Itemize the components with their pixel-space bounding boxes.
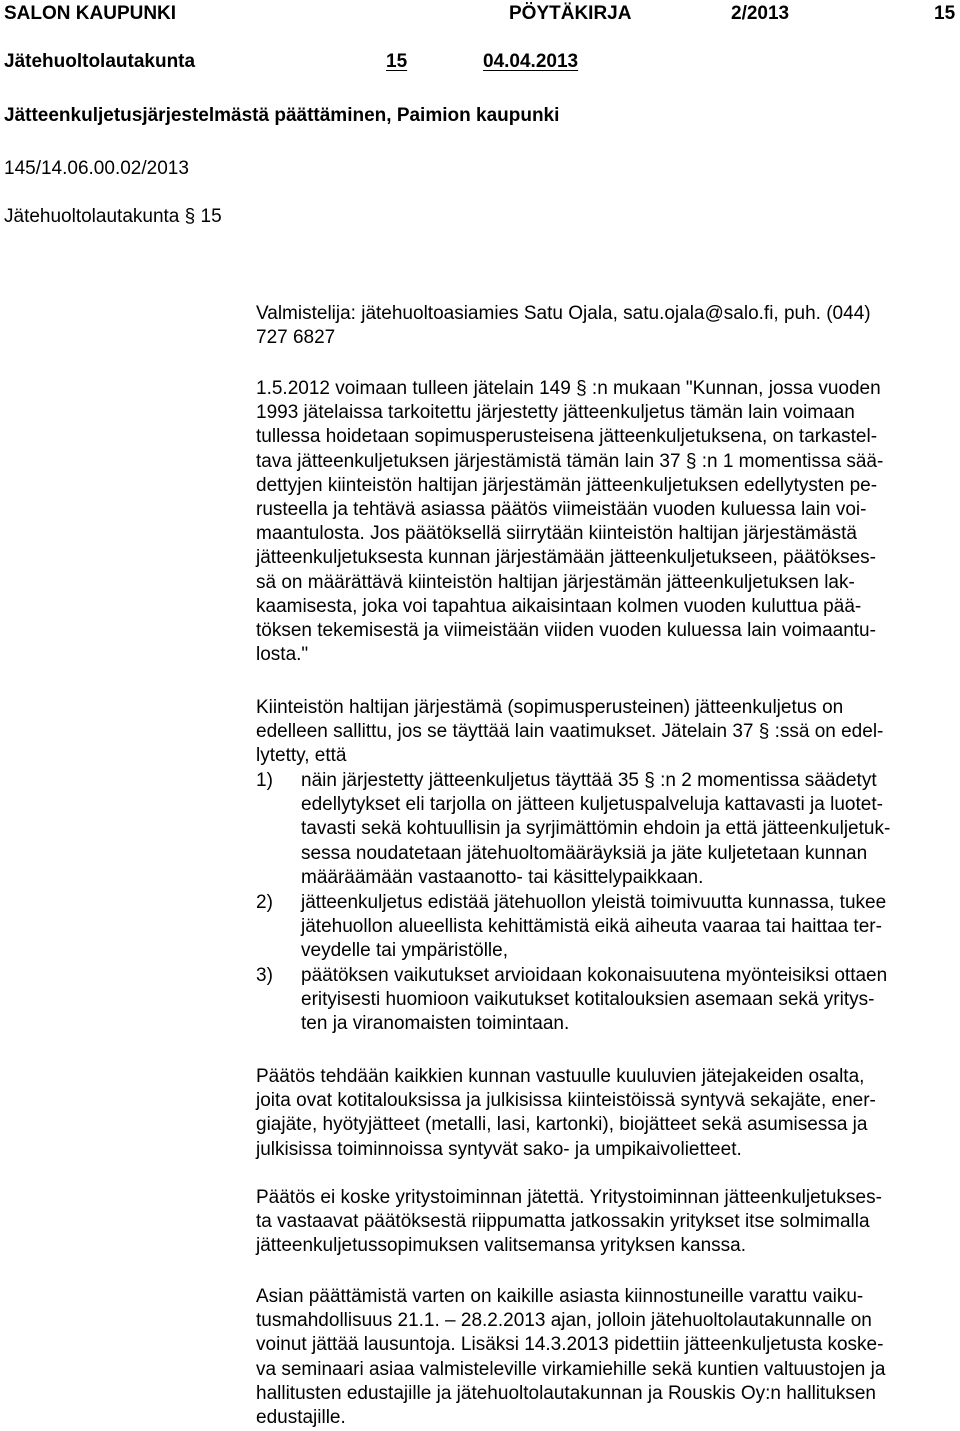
header-section-number: 15 <box>386 51 408 72</box>
text-line: losta." <box>256 644 309 666</box>
header-board: Jätehuoltolautakunta <box>4 51 196 72</box>
paragraph-waste-types <box>256 1065 876 1162</box>
text-line: va seminaari asiaa valmisteleville virkamiehille sekä kuntien valtuustojen ja <box>256 1358 886 1380</box>
list-item-text <box>301 891 886 964</box>
preparer-line: 727 6827 <box>256 327 336 349</box>
text-line: maantulosta. Jos päätöksellä siirrytään kiinteistön haltijan järjestämästä <box>256 523 857 545</box>
meeting-date: 04.04.2013 <box>483 51 579 72</box>
text-line: Päätös ei koske yritystoiminnan jätettä. Yritystoiminnan jätteenkuljetukses- <box>256 1187 882 1208</box>
text-line: jätteenkuljetussopimuksen valitsemansa yrityksen kanssa. <box>256 1235 747 1257</box>
page-number: 15 <box>934 3 956 24</box>
subject-board-name: Jätehuoltolautakunta <box>4 206 180 227</box>
paragraph-law-quote <box>256 377 883 667</box>
subject-section-number: 15 <box>200 206 222 227</box>
text-line: hallitusten edustajille ja jätehuoltolautakunnan ja Rouskis Oy:n hallituksen <box>256 1382 876 1404</box>
text-line: jätehuollon alueellista kehittämistä eikä aiheuta vaaraa tai haittaa ter- <box>301 916 882 938</box>
text-line: Kiinteistön haltijan järjestämä (sopimusperusteinen) jätteenkuljetus on <box>256 697 844 718</box>
text-line: näin järjestetty jätteenkuljetus täyttää 35 § :n 2 momentissa säädetyt <box>301 770 877 791</box>
text-line: joita ovat kotitalouksissa ja julkisissa kiinteistöissä syntyvä sekajäte, ener- <box>256 1090 876 1112</box>
text-line: sä on määrättävä kiinteistön haltijan järjestämän jätteenkuljetuksen lak- <box>256 571 855 593</box>
text-line: giajäte, hyötyjätteet (metalli, lasi, kartonki), biojätteet sekä asumisessa ja <box>256 1114 868 1136</box>
text-line: sessa noudatetaan jätehuoltomääräyksiä ja jäte kuljetetaan kunnan <box>301 842 868 864</box>
text-line: edelleen sallittu, jos se täyttää lain vaatimukset. Jätelain 37 § :ssä on edel- <box>256 721 884 743</box>
text-line: ten ja viranomaisten toimintaan. <box>301 1013 570 1035</box>
paragraph-business-waste <box>256 1186 882 1259</box>
text-line: julkisissa toiminnoissa syntyvät sako- ja umpikaivolietteet. <box>256 1138 742 1160</box>
doc-number: 2/2013 <box>731 3 790 24</box>
subject-title: Jätteenkuljetusjärjestelmästä päättäminen, Paimion kaupunki <box>4 105 560 126</box>
text-line: Päätös tehdään kaikkien kunnan vastuulle kuuluvien jätejakeiden osalta, <box>256 1066 865 1087</box>
text-line: määräämään vastaanotto- tai käsittelypaikkaan. <box>301 866 704 888</box>
preparer-line: Valmistelija: jätehuoltoasiamies Satu Ojala, satu.ojala@salo.fi, puh. (044) <box>256 303 871 324</box>
reference-number: 145/14.06.00.02/2013 <box>4 158 189 179</box>
text-line: tullessa hoidetaan sopimusperusteisena jätteenkuljetuksena, on tarkastel- <box>256 426 878 448</box>
paragraph-requirements-intro <box>256 696 883 769</box>
text-line: kaamisesta, joka voi tapahtua aikaisintaan kolmen vuoden kuluttua pää- <box>256 595 862 617</box>
subject-board <box>4 205 222 229</box>
section-sign-icon: § <box>184 206 196 227</box>
text-line: tava jätteenkuljetuksen järjestämistä tämän lain 37 § :n 1 momentissa sää- <box>256 450 884 472</box>
text-line: 1.5.2012 voimaan tulleen jätelain 149 § :n mukaan "Kunnan, jossa vuoden <box>256 378 881 399</box>
text-line: veydelle tai ympäristölle, <box>301 940 508 962</box>
text-line: Asian päättämistä varten on kaikille asiasta kiinnostuneille varattu vaiku- <box>256 1286 864 1307</box>
text-line: jätteenkuljetuksesta kunnan järjestämään jätteenkuljetukseen, päätökses- <box>256 547 876 569</box>
org-name: SALON KAUPUNKI <box>4 3 177 24</box>
text-line: päätöksen vaikutukset arvioidaan kokonaisuutena myönteisiksi ottaen <box>301 965 888 986</box>
text-line: tavasti sekä kohtuullisin ja syrjimättömin ehdoin ja että jätteenkuljetuk- <box>301 818 891 840</box>
doc-type: PÖYTÄKIRJA <box>509 3 632 24</box>
list-item-number: 2) <box>256 892 273 913</box>
list-item-text <box>301 964 887 1037</box>
text-line: edellytykset eli tarjolla on jätteen kuljetuspalveluja kattavasti ja luotet- <box>301 794 883 816</box>
text-line: 1993 jätelaissa tarkoitettu järjestetty jätteenkuljetus tämän lain voimaan <box>256 402 855 424</box>
paragraph-consultation <box>256 1285 885 1430</box>
requirements-list <box>256 769 956 1039</box>
text-line: töksen tekemisestä ja viimeistään viiden vuoden kuluessa lain voimaantu- <box>256 620 876 642</box>
text-line: ta vastaavat päätöksestä riippumatta jatkossakin yritykset itse solmimalla <box>256 1211 870 1233</box>
text-line: voinut jättää lausuntoja. Lisäksi 14.3.2013 pidettiin jätteenkuljetusta koske- <box>256 1334 884 1356</box>
list-item-number: 1) <box>256 770 273 791</box>
text-line: tusmahdollisuus 21.1. – 28.2.2013 ajan, jolloin jätehuoltolautakunnalle on <box>256 1310 872 1332</box>
text-line: dettyjen kiinteistön haltijan järjestämän jätteenkuljetuksen edellytysten pe- <box>256 474 878 496</box>
text-line: erityisesti huomioon vaikutukset kotitalouksien asemaan sekä yritys- <box>301 989 875 1011</box>
text-line: jätteenkuljetus edistää jätehuollon yleistä toimivuutta kunnassa, tukee <box>301 892 887 913</box>
list-item-number: 3) <box>256 965 273 986</box>
preparer <box>256 302 871 350</box>
text-line: lytetty, että <box>256 745 347 767</box>
text-line: rusteella ja tehtävä asiassa päätös viimeistään vuoden kuluessa lain voi- <box>256 499 867 521</box>
list-item-text <box>301 769 890 890</box>
text-line: edustajille. <box>256 1407 346 1429</box>
